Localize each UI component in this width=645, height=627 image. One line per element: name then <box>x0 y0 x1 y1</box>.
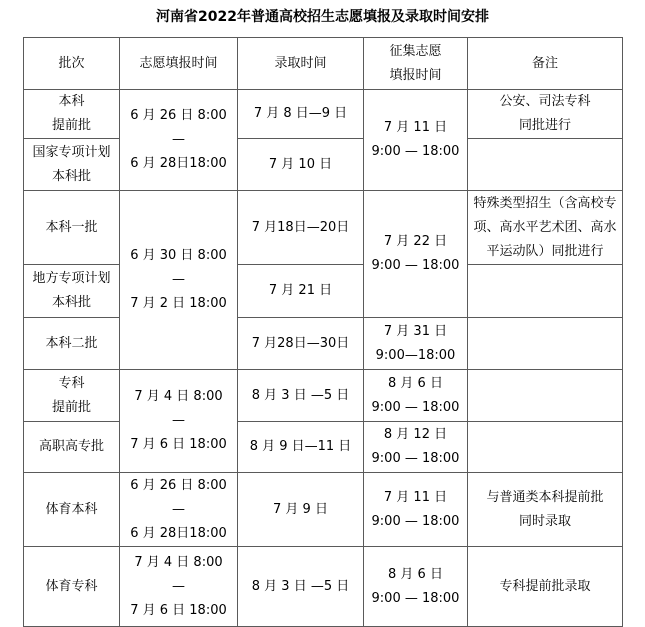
batch-cell: 国家专项计划 本科批 <box>24 139 120 191</box>
table-row <box>24 265 623 318</box>
table-row <box>24 422 623 473</box>
note-cell <box>468 265 623 318</box>
batch-cell: 高职高专批 <box>24 422 120 473</box>
fill-time-cell: 7 月 4 日 8:00 — 7 月 6 日 18:00 <box>120 370 238 473</box>
solicit-time-cell: 8 月 12 日 9:00 — 18:00 <box>364 422 468 473</box>
schedule-table <box>23 37 623 627</box>
note-cell: 与普通类本科提前批 同时录取 <box>468 473 623 547</box>
solicit-time-cell: 7 月 31 日 9:00—18:00 <box>364 318 468 370</box>
solicit-time-cell: 8 月 6 日 9:00 — 18:00 <box>364 370 468 422</box>
header-batch: 批次 <box>24 38 120 90</box>
solicit-time-cell: 8 月 6 日 9:00 — 18:00 <box>364 547 468 627</box>
page-title: 河南省2022年普通高校招生志愿填报及录取时间安排 <box>156 9 489 25</box>
header-admit-time: 录取时间 <box>238 38 364 90</box>
header-note: 备注 <box>468 38 623 90</box>
table-row <box>24 473 623 547</box>
solicit-time-cell: 7 月 22 日 9:00 — 18:00 <box>364 191 468 318</box>
batch-cell: 本科 提前批 <box>24 90 120 139</box>
note-cell: 特殊类型招生（含高校专项、高水平艺术团、高水平运动队）同批进行 <box>468 191 623 265</box>
note-cell <box>468 139 623 191</box>
header-row <box>24 38 623 90</box>
batch-cell: 体育本科 <box>24 473 120 547</box>
admit-time-cell: 7 月 10 日 <box>238 139 364 191</box>
table-row <box>24 370 623 422</box>
admit-time-cell: 8 月 9 日—11 日 <box>238 422 364 473</box>
admit-time-cell: 7 月 9 日 <box>238 473 364 547</box>
admit-time-cell: 7 月 8 日—9 日 <box>238 90 364 139</box>
admit-time-cell: 7 月28日—30日 <box>238 318 364 370</box>
header-fill-time: 志愿填报时间 <box>120 38 238 90</box>
batch-cell: 地方专项计划 本科批 <box>24 265 120 318</box>
solicit-time-cell: 7 月 11 日 9:00 — 18:00 <box>364 473 468 547</box>
table-row <box>24 191 623 265</box>
batch-cell: 体育专科 <box>24 547 120 627</box>
fill-time-cell: 6 月 30 日 8:00 — 7 月 2 日 18:00 <box>120 191 238 370</box>
batch-cell: 专科 提前批 <box>24 370 120 422</box>
fill-time-cell: 6 月 26 日 8:00 — 6 月 28日18:00 <box>120 90 238 191</box>
note-cell <box>468 422 623 473</box>
admit-time-cell: 7 月18日—20日 <box>238 191 364 265</box>
solicit-time-cell: 7 月 11 日 9:00 — 18:00 <box>364 90 468 191</box>
batch-cell: 本科一批 <box>24 191 120 265</box>
fill-time-cell: 6 月 26 日 8:00 — 6 月 28日18:00 <box>120 473 238 547</box>
admit-time-cell: 8 月 3 日 —5 日 <box>238 547 364 627</box>
note-cell: 公安、司法专科 同批进行 <box>468 90 623 139</box>
admit-time-cell: 8 月 3 日 —5 日 <box>238 370 364 422</box>
note-cell <box>468 370 623 422</box>
note-cell: 专科提前批录取 <box>468 547 623 627</box>
header-solicit-time: 征集志愿 填报时间 <box>364 38 468 90</box>
table-row <box>24 139 623 191</box>
table-row <box>24 318 623 370</box>
admit-time-cell: 7 月 21 日 <box>238 265 364 318</box>
batch-cell: 本科二批 <box>24 318 120 370</box>
note-cell <box>468 318 623 370</box>
table-row <box>24 90 623 139</box>
fill-time-cell: 7 月 4 日 8:00 — 7 月 6 日 18:00 <box>120 547 238 627</box>
table-row <box>24 547 623 627</box>
